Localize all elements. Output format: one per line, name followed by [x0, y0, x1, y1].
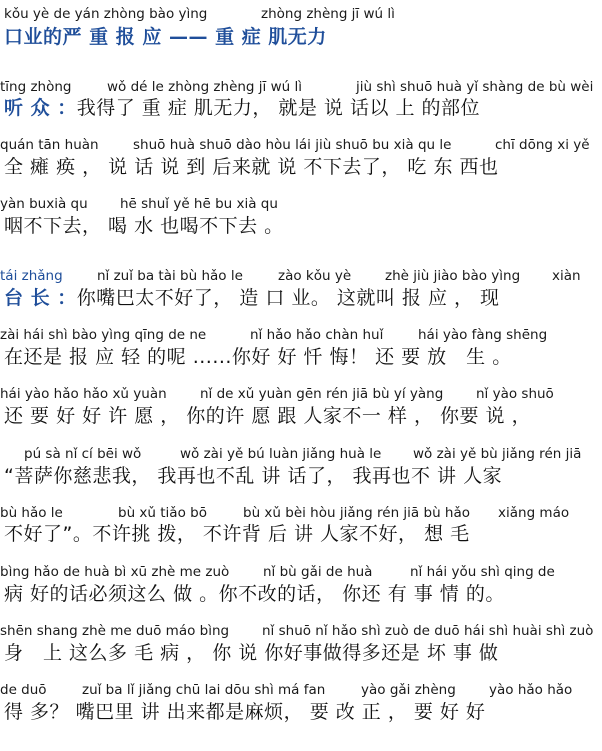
line-text: 身 上 这么多 毛 病 ， 你 说 你好事做得多还是 坏 事 做: [4, 642, 499, 664]
text-line: [4, 582, 602, 606]
speaker-label: 台 长 ：: [4, 287, 77, 309]
pinyin-segment: chī dōng xi yě: [495, 137, 590, 153]
pinyin-segment: pú sà nǐ cí bēi wǒ: [24, 446, 142, 462]
line-text: 不好了”。不许挑 拨， 不许背 后 讲 人家不好， 想 毛: [4, 523, 470, 545]
pinyin-segment: nǐ yào shuō: [476, 386, 554, 402]
line-text: 在还是 报 应 轻 的呢 ......你好 好 忏 悔！ 还 要 放 生 。: [4, 346, 512, 368]
pinyin-segment: xiàn: [552, 268, 581, 284]
pinyin-segment: hē shuǐ yě hē bu xià qu: [120, 196, 278, 212]
pinyin-segment: shuō huà shuō dào hòu lái jiù shuō bu xià qu le: [133, 137, 452, 153]
line-text: 我得了 重 症 肌无力， 就是 说 话以 上 的部位: [76, 97, 481, 119]
line-text: 你嘴巴太不好了， 造 口 业。 这就叫 报 应 ， 现: [76, 287, 500, 309]
pinyin-segment: jiù shì shuō huà yǐ shàng de bù wèi: [356, 79, 594, 95]
text-line: [4, 522, 602, 546]
pinyin-segment: wǒ zài yě bù jiǎng rén jiā: [413, 446, 582, 462]
pinyin-segment: zuǐ ba lǐ jiǎng chū lai dōu shì má fan: [82, 682, 326, 698]
pinyin-segment: nǐ zuǐ ba tài bù hǎo le: [97, 268, 243, 284]
line-text: “菩萨你慈悲我， 我再也不乱 讲 话了， 我再也不 讲 人家: [4, 465, 503, 487]
text-line: [4, 404, 602, 428]
text-line: [4, 155, 602, 179]
text-line: [4, 286, 602, 310]
pinyin-segment: bù xǔ bèi hòu jiǎng rén jiā bù hǎo: [243, 505, 471, 521]
line-text: 还 要 好 好 许 愿 ， 你的许 愿 跟 人家不一 样 ， 你要 说 ，: [4, 405, 532, 427]
pinyin-segment: nǐ de xǔ yuàn gēn rén jiā bù yí yàng: [200, 386, 444, 402]
pinyin-segment: yào gǎi zhèng: [361, 682, 456, 698]
line-text: 得 多？ 嘴巴里 讲 出来都是麻烦， 要 改 正 ， 要 好 好: [4, 701, 486, 723]
pinyin-segment: zài hái shì bào yìng qīng de ne: [0, 327, 207, 343]
text-line: [4, 96, 602, 120]
text-line: [4, 700, 602, 724]
line-text: 咽不下去， 喝 水 也喝不下去 。: [4, 215, 284, 237]
pinyin-segment: zào kǒu yè: [278, 268, 352, 284]
pinyin-segment: nǐ shuō nǐ hǎo shì zuò de duō hái shì huài shì zuò: [262, 623, 594, 639]
pinyin-segment: bù hǎo le: [0, 505, 63, 521]
pinyin-segment: xiǎng máo: [498, 505, 570, 521]
pinyin-segment: bù xǔ tiǎo bō: [118, 505, 207, 521]
pinyin-segment: yào hǎo hǎo: [489, 682, 573, 698]
pinyin-segment: hái yào hǎo hǎo xǔ yuàn: [0, 386, 167, 402]
pinyin-segment: kǒu yè de yán zhòng bào yìng: [4, 6, 208, 22]
line-text: 病 好的话必须这么 做 。你不改的话， 你还 有 事 情 的。: [4, 583, 505, 605]
text-line: [4, 345, 602, 369]
pinyin-segment: tīng zhòng: [0, 79, 72, 95]
pinyin-segment: zhè jiù jiào bào yìng: [385, 268, 521, 284]
pinyin-segment: zhòng zhèng jī wú lì: [261, 6, 395, 22]
line-text: 全 瘫 痪 ， 说 话 说 到 后来就 说 不下去了， 吃 东 西也: [4, 156, 499, 178]
pinyin-segment: yàn buxià qu: [0, 196, 88, 212]
pinyin-segment: nǐ hái yǒu shì qing de: [410, 564, 555, 580]
pinyin-segment: wǒ zài yě bú luàn jiǎng huà le: [180, 446, 382, 462]
pinyin-segment: bìng hǎo de huà bì xū zhè me zuò: [0, 564, 230, 580]
pinyin-segment: de duō: [0, 682, 47, 698]
pinyin-segment: wǒ dé le zhòng zhèng jī wú lì: [107, 79, 302, 95]
pinyin-segment: quán tān huàn: [0, 137, 99, 153]
pinyin-segment: nǐ bù gǎi de huà: [263, 564, 373, 580]
speaker-label: 听 众 ：: [4, 97, 77, 119]
pinyin-segment: nǐ hǎo hǎo chàn huǐ: [250, 327, 384, 343]
pinyin-segment: tái zhǎng: [0, 268, 63, 284]
text-line: [4, 641, 602, 665]
page-title: 口业的严 重 报 应 —— 重 症 肌无力: [4, 26, 327, 48]
pinyin-segment: hái yào fàng shēng: [418, 327, 548, 343]
text-line: [4, 464, 602, 488]
pinyin-segment: shēn shang zhè me duō máo bìng: [0, 623, 230, 639]
text-line: [4, 214, 602, 238]
